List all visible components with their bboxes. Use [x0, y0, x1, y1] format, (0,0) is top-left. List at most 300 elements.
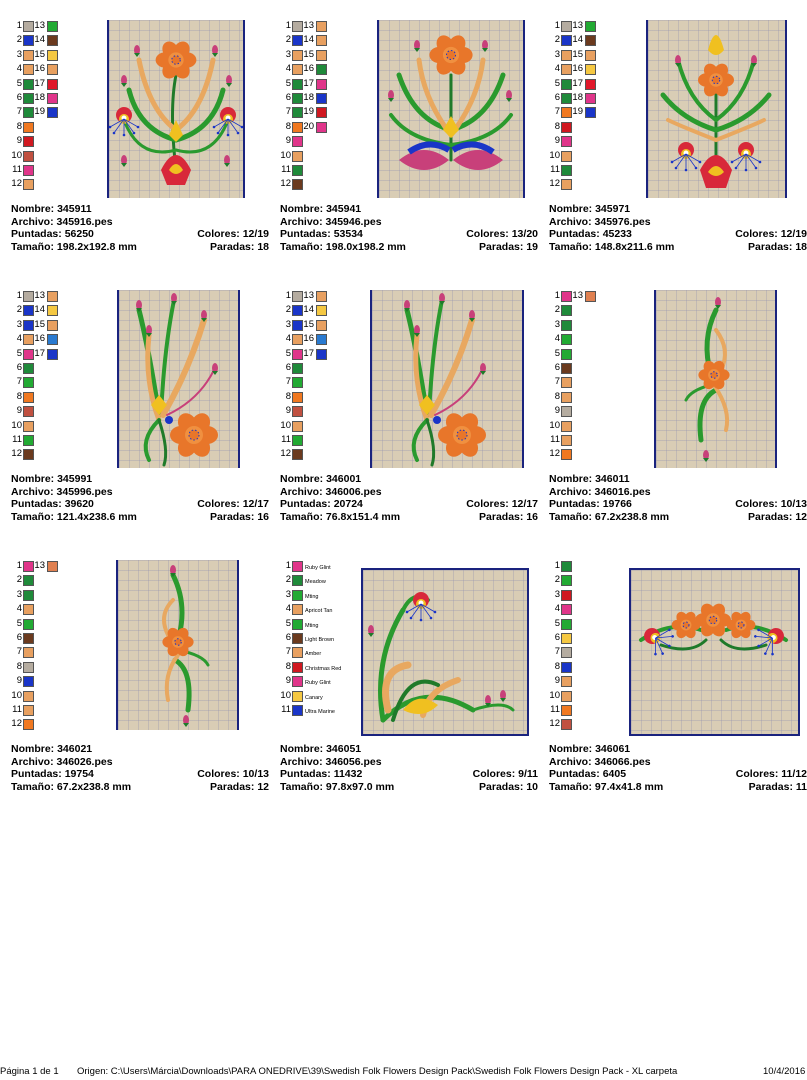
name-label: Nombre: [11, 743, 55, 755]
color-swatch [23, 691, 34, 702]
color-index: 6 [16, 361, 22, 373]
color-swatch [23, 165, 34, 176]
color-index: 13 [572, 20, 583, 31]
design-colors: 11/12 [781, 768, 807, 781]
color-swatch [316, 107, 327, 118]
color-index: 1 [16, 290, 22, 301]
design-stitches: 56250 [64, 228, 94, 241]
colors-label: Colores: [466, 498, 509, 511]
color-index: 8 [285, 660, 291, 672]
color-index: 2 [285, 574, 291, 586]
colors-label: Colores: [197, 498, 240, 511]
embroidery-artwork [648, 20, 785, 198]
color-index: 5 [16, 617, 22, 629]
color-index: 3 [16, 318, 22, 330]
design-colors: 12/17 [242, 498, 269, 511]
color-swatch [292, 604, 303, 615]
color-swatch [23, 633, 34, 644]
design-stops: 18 [257, 241, 269, 254]
color-index: 3 [554, 588, 560, 600]
color-index: 3 [554, 48, 560, 60]
color-swatch [47, 107, 58, 118]
color-swatch [561, 590, 572, 601]
color-index: 7 [16, 646, 22, 658]
color-index: 1 [285, 290, 291, 301]
color-index: 8 [16, 390, 22, 402]
color-index: 1 [285, 20, 291, 31]
color-index: 5 [285, 347, 291, 359]
color-index: 9 [16, 405, 22, 417]
color-swatch [316, 334, 327, 345]
design-stops: 16 [526, 511, 538, 524]
color-swatch [585, 79, 596, 90]
color-swatch [47, 93, 58, 104]
colors-label: Colores: [466, 228, 509, 241]
color-index: 15 [34, 48, 45, 60]
design-size: 76.8x151.4 mm [325, 511, 401, 524]
stops-label: Paradas: [479, 511, 524, 524]
design-file: 346016.pes [594, 485, 651, 498]
file-label: Archivo: [549, 755, 592, 768]
design-colors: 10/13 [242, 768, 269, 781]
color-index: 4 [285, 333, 291, 345]
color-index: 17 [303, 77, 314, 89]
embroidery-preview [654, 290, 777, 468]
color-swatch [316, 79, 327, 90]
color-index: 7 [285, 106, 291, 118]
embroidery-preview [377, 20, 525, 198]
design-name: 346061 [595, 743, 631, 755]
design-stops: 18 [795, 241, 807, 254]
design-card-345991 [11, 290, 273, 550]
color-index: 12 [549, 718, 560, 730]
design-card-346061 [549, 560, 807, 820]
embroidery-preview [116, 560, 239, 730]
design-name: 346011 [595, 473, 630, 485]
design-card-346011 [549, 290, 807, 550]
color-swatch [316, 35, 327, 46]
color-swatch [561, 691, 572, 702]
design-size: 97.4x41.8 mm [594, 781, 664, 794]
design-colors: 12/19 [780, 228, 807, 241]
color-index: 9 [554, 405, 560, 417]
color-swatch [561, 676, 572, 687]
color-index: 14 [34, 34, 45, 46]
design-file: 346026.pes [56, 755, 113, 768]
color-swatch [23, 604, 34, 615]
color-index: 5 [554, 617, 560, 629]
embroidery-artwork [119, 290, 238, 468]
color-index: 6 [285, 91, 291, 103]
color-index: 6 [16, 91, 22, 103]
color-swatch [561, 449, 572, 460]
size-label: Tamaño: [11, 241, 54, 254]
embroidery-preview [629, 568, 800, 736]
stitches-label: Puntadas: [11, 768, 62, 781]
name-label: Nombre: [11, 203, 55, 215]
color-index: 3 [285, 318, 291, 330]
color-swatch [47, 64, 58, 75]
color-swatch [561, 421, 572, 432]
design-colors: 12/19 [242, 228, 269, 241]
color-swatch [561, 334, 572, 345]
color-swatch [292, 676, 303, 687]
color-index: 20 [303, 120, 314, 132]
design-stitches: 6405 [602, 768, 627, 781]
color-index: 10 [549, 149, 560, 161]
color-index: 8 [16, 660, 22, 672]
design-stops: 10 [526, 781, 538, 794]
color-index: 7 [554, 646, 560, 658]
color-swatch [292, 392, 303, 403]
design-size: 67.2x238.8 mm [56, 781, 132, 794]
color-index: 5 [285, 77, 291, 89]
color-index: 12 [549, 178, 560, 190]
color-swatch [23, 449, 34, 460]
color-index: 16 [303, 63, 314, 75]
color-swatch [561, 349, 572, 360]
color-swatch [316, 21, 327, 32]
color-swatch [47, 320, 58, 331]
color-index: 13 [303, 290, 314, 301]
color-index: 7 [285, 376, 291, 388]
color-index: 12 [11, 448, 22, 460]
color-index: 7 [554, 376, 560, 388]
stitches-label: Puntadas: [11, 498, 62, 511]
color-index: 9 [285, 405, 291, 417]
stitches-label: Puntadas: [549, 228, 600, 241]
embroidery-artwork [109, 20, 243, 198]
thread-name: Mting [305, 622, 319, 629]
name-label: Nombre: [11, 473, 55, 485]
color-swatch [561, 705, 572, 716]
color-swatch [316, 305, 327, 316]
color-swatch [561, 363, 572, 374]
color-swatch [23, 590, 34, 601]
color-index: 17 [34, 347, 45, 359]
embroidery-preview [370, 290, 524, 468]
color-swatch [292, 590, 303, 601]
color-swatch [585, 21, 596, 32]
color-swatch [292, 705, 303, 716]
design-stitches: 19766 [602, 498, 632, 511]
color-swatch [47, 349, 58, 360]
color-index: 8 [285, 120, 291, 132]
design-size: 148.8x211.6 mm [594, 241, 675, 254]
color-swatch [561, 435, 572, 446]
color-index: 17 [303, 347, 314, 359]
color-swatch [561, 377, 572, 388]
color-index: 9 [554, 675, 560, 687]
color-index: 19 [303, 106, 314, 118]
thread-name: Ruby Glint [305, 680, 331, 687]
stops-label: Paradas: [748, 781, 793, 794]
color-swatch [23, 406, 34, 417]
color-index: 11 [281, 433, 291, 445]
color-index: 8 [16, 120, 22, 132]
color-swatch [47, 35, 58, 46]
color-index: 6 [16, 631, 22, 643]
color-index: 8 [554, 390, 560, 402]
color-index: 9 [16, 135, 22, 147]
color-index: 6 [554, 631, 560, 643]
color-swatch [23, 719, 34, 730]
color-index: 6 [285, 631, 291, 643]
file-label: Archivo: [549, 215, 592, 228]
color-index: 3 [285, 48, 291, 60]
color-swatch [23, 179, 34, 190]
color-index: 8 [554, 660, 560, 672]
thread-name: Ruby Glint [305, 565, 331, 571]
color-swatch [23, 575, 34, 586]
stitches-label: Puntadas: [11, 228, 62, 241]
color-index: 9 [285, 675, 291, 687]
color-swatch [585, 35, 596, 46]
design-info [11, 743, 269, 794]
color-swatch [23, 151, 34, 162]
color-index: 1 [554, 20, 560, 31]
colors-label: Colores: [197, 228, 240, 241]
color-index: 18 [34, 91, 45, 103]
color-swatch [561, 165, 572, 176]
color-index: 15 [303, 48, 314, 60]
color-index: 6 [554, 91, 560, 103]
design-file: 346056.pes [325, 755, 382, 768]
color-index: 13 [34, 290, 45, 301]
color-swatch [23, 363, 34, 374]
colors-label: Colores: [735, 768, 779, 781]
stitches-label: Puntadas: [280, 768, 331, 781]
color-swatch [23, 705, 34, 716]
design-file: 345976.pes [594, 215, 651, 228]
design-file: 345916.pes [56, 215, 113, 228]
color-index: 12 [280, 178, 291, 190]
design-card-345941 [280, 20, 542, 280]
design-size: 198.2x192.8 mm [56, 241, 137, 254]
name-label: Nombre: [280, 473, 324, 485]
color-swatch [316, 320, 327, 331]
color-index: 13 [572, 290, 583, 301]
stops-label: Paradas: [210, 241, 255, 254]
design-size: 97.8x97.0 mm [325, 781, 395, 794]
color-index: 8 [554, 120, 560, 132]
color-swatch [585, 107, 596, 118]
color-swatch [292, 647, 303, 658]
color-index: 16 [34, 63, 45, 75]
color-swatch [292, 435, 303, 446]
page-number: Página 1 de 1 [0, 1066, 59, 1077]
color-index: 4 [16, 63, 22, 75]
color-swatch [23, 377, 34, 388]
design-card-345971 [549, 20, 807, 280]
color-swatch [292, 575, 303, 586]
color-swatch [585, 291, 596, 302]
color-index: 7 [285, 646, 291, 658]
color-swatch [561, 136, 572, 147]
color-index: 12 [549, 448, 560, 460]
color-index: 2 [16, 304, 22, 316]
color-swatch [316, 349, 327, 360]
color-index: 18 [572, 91, 583, 103]
name-label: Nombre: [549, 203, 593, 215]
color-swatch [292, 619, 303, 630]
file-label: Archivo: [549, 485, 592, 498]
color-swatch [292, 633, 303, 644]
color-swatch [23, 676, 34, 687]
color-index: 10 [280, 419, 291, 431]
size-label: Tamaño: [280, 511, 323, 524]
color-swatch [316, 50, 327, 61]
design-stitches: 20724 [333, 498, 363, 511]
color-index: 2 [16, 34, 22, 46]
color-swatch [585, 93, 596, 104]
color-index: 14 [303, 34, 314, 46]
color-swatch [561, 392, 572, 403]
embroidery-artwork [363, 570, 527, 734]
color-swatch [292, 561, 303, 572]
color-swatch [561, 151, 572, 162]
color-swatch [292, 406, 303, 417]
origin-path: Origen: C:\Users\Márcia\Downloads\PARA ONEDRIVE\39\Swedish Folk Flowers Design Pack\Swedish Folk Flowers Design Pack - XL carpeta [77, 1066, 678, 1077]
color-index: 5 [16, 347, 22, 359]
color-swatch [23, 392, 34, 403]
thread-name: Apricot Tan [305, 608, 333, 615]
color-swatch [561, 561, 572, 572]
thread-name: Ultra Marine [305, 708, 335, 715]
color-index: 11 [12, 163, 22, 175]
color-swatch [561, 575, 572, 586]
name-label: Nombre: [280, 743, 324, 755]
size-label: Tamaño: [549, 511, 592, 524]
color-index: 5 [554, 347, 560, 359]
color-index: 11 [550, 163, 560, 175]
color-index: 15 [572, 48, 583, 60]
design-info [549, 203, 807, 254]
design-name: 346051 [326, 743, 362, 755]
thread-name: Amber [305, 651, 322, 658]
color-index: 10 [549, 419, 560, 431]
design-size: 67.2x238.8 mm [594, 511, 670, 524]
color-swatch [561, 179, 572, 190]
color-swatch [292, 691, 303, 702]
name-label: Nombre: [280, 203, 324, 215]
color-index: 2 [285, 34, 291, 46]
color-index: 2 [554, 304, 560, 316]
color-index: 4 [554, 603, 560, 615]
color-swatch [316, 93, 327, 104]
design-stops: 12 [795, 511, 807, 524]
design-stops: 12 [257, 781, 269, 794]
design-name: 345911 [57, 203, 92, 215]
design-card-346051 [280, 560, 542, 820]
thread-name: Christmas Red [305, 665, 342, 672]
color-index: 8 [285, 390, 291, 402]
color-swatch [47, 50, 58, 61]
color-swatch [561, 633, 572, 644]
color-index: 11 [281, 703, 291, 715]
design-name: 346021 [57, 743, 93, 755]
stops-label: Paradas: [210, 511, 255, 524]
color-index: 10 [11, 689, 22, 701]
design-stops: 16 [257, 511, 269, 524]
color-index: 13 [34, 560, 45, 571]
design-name: 345971 [595, 203, 631, 215]
embroidery-artwork [118, 560, 237, 730]
stops-label: Paradas: [479, 781, 524, 794]
embroidery-artwork [656, 290, 775, 468]
color-index: 2 [554, 34, 560, 46]
color-index: 10 [549, 689, 560, 701]
embroidery-artwork [372, 290, 522, 468]
design-info [280, 203, 538, 254]
color-index: 6 [285, 361, 291, 373]
color-swatch [585, 50, 596, 61]
stitches-label: Puntadas: [549, 768, 600, 781]
color-swatch [292, 377, 303, 388]
embroidery-preview [646, 20, 787, 198]
color-index: 16 [34, 333, 45, 345]
color-index: 16 [572, 63, 583, 75]
stops-label: Paradas: [479, 241, 524, 254]
design-file: 345996.pes [56, 485, 113, 498]
color-swatch [23, 136, 34, 147]
design-file: 346066.pes [594, 755, 651, 768]
design-card-346021 [11, 560, 273, 820]
color-index: 16 [303, 333, 314, 345]
color-swatch [292, 165, 303, 176]
design-colors: 10/13 [780, 498, 807, 511]
name-label: Nombre: [549, 473, 593, 485]
thread-name: Canary [305, 694, 323, 701]
size-label: Tamaño: [549, 241, 592, 254]
color-swatch [316, 64, 327, 75]
color-swatch [23, 122, 34, 133]
color-swatch [292, 449, 303, 460]
color-index: 4 [554, 63, 560, 75]
color-index: 3 [16, 588, 22, 600]
design-file: 346006.pes [325, 485, 382, 498]
print-date: 10/4/2016 [763, 1066, 806, 1077]
color-index: 15 [34, 318, 45, 330]
color-index: 1 [554, 560, 560, 571]
color-swatch [292, 151, 303, 162]
stitches-label: Puntadas: [280, 228, 331, 241]
color-swatch [561, 662, 572, 673]
color-swatch [292, 179, 303, 190]
color-swatch [561, 122, 572, 133]
color-index: 4 [285, 63, 291, 75]
colors-label: Colores: [472, 768, 516, 781]
design-name: 345991 [57, 473, 93, 485]
design-stops: 11 [795, 781, 807, 794]
design-info [11, 203, 269, 254]
stops-label: Paradas: [210, 781, 255, 794]
embroidery-artwork [631, 570, 798, 734]
design-info [11, 473, 269, 524]
color-index: 19 [34, 106, 45, 118]
color-index: 10 [11, 149, 22, 161]
colors-label: Colores: [735, 498, 778, 511]
thread-name: Mting [305, 593, 319, 600]
color-index: 4 [16, 333, 22, 345]
color-index: 13 [34, 20, 45, 31]
color-index: 3 [16, 48, 22, 60]
color-swatch [585, 64, 596, 75]
embroidery-artwork [379, 20, 523, 198]
design-card-346001 [280, 290, 542, 550]
color-index: 12 [11, 178, 22, 190]
color-index: 4 [16, 603, 22, 615]
